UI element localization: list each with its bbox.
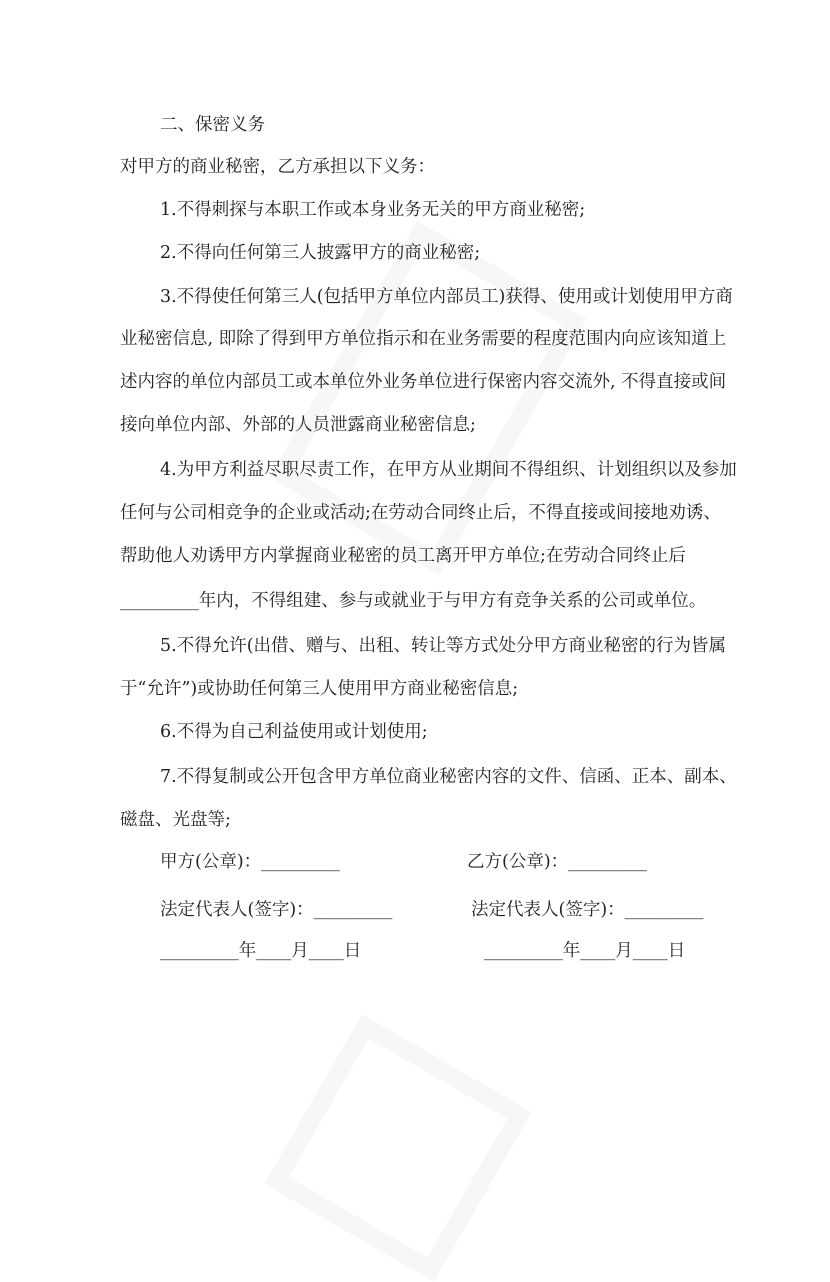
clause-6: 6.不得为自己利益使用或计划使用; — [160, 722, 428, 742]
watermark — [264, 1014, 532, 1282]
intro-text: 对甲方的商业秘密，乙方承担以下义务： — [120, 157, 435, 177]
clause-1: 1.不得刺探与本职工作或本身业务无关的甲方商业秘密; — [160, 200, 586, 220]
clause-2: 2.不得向任何第三人披露甲方的商业秘密; — [160, 243, 481, 263]
party-a-seal: 甲方(公章)：_________ — [160, 852, 340, 872]
clause-3-line: 接向单位内部、外部的人员泄露商业秘密信息; — [120, 415, 476, 435]
party-b-seal: 乙方(公章)：_________ — [467, 852, 647, 872]
clause-3-line: 3.不得使任何第三人(包括甲方单位内部员工)获得、使用或计划使用甲方商 — [160, 287, 733, 307]
clause-7-line: 7.不得复制或公开包含甲方单位商业秘密内容的文件、信函、正本、副本、 — [160, 767, 737, 787]
clause-3-line: 业秘密信息, 即除了得到甲方单位指示和在业务需要的程度范围内向应该知道上 — [120, 329, 727, 349]
clause-3-line: 述内容的单位内部员工或本单位外业务单位进行保密内容交流外, 不得直接或间 — [120, 372, 727, 392]
clause-5-line: 于“允许”)或协助任何第三人使用甲方商业秘密信息; — [120, 679, 519, 699]
party-b-representative: 法定代表人(签字)：_________ — [471, 900, 704, 920]
clause-4-line: 4.为甲方利益尽职尽责工作，在甲方从业期间不得组织、计划组织以及参加 — [160, 460, 737, 480]
section-title: 二、保密义务 — [160, 115, 265, 135]
clause-7-line: 磁盘、光盘等; — [120, 810, 231, 830]
party-a-date: _________年____月____日 — [160, 941, 362, 961]
clause-4-line: 帮助他人劝诱甲方内掌握商业秘密的员工离开甲方单位;在劳动合同终止后 — [120, 546, 686, 566]
clause-4-line: _________年内，不得组建、参与或就业于与甲方有竞争关系的公司或单位。 — [120, 591, 707, 611]
clause-5-line: 5.不得允许(出借、赠与、出租、转让等方式处分甲方商业秘密的行为皆属 — [160, 636, 727, 656]
clause-4-line: 任何与公司相竞争的企业或活动;在劳动合同终止后，不得直接或间接地劝诱、 — [120, 503, 721, 523]
party-a-representative: 法定代表人(签字)：_________ — [160, 900, 393, 920]
party-b-date: _________年____月____日 — [484, 941, 686, 961]
